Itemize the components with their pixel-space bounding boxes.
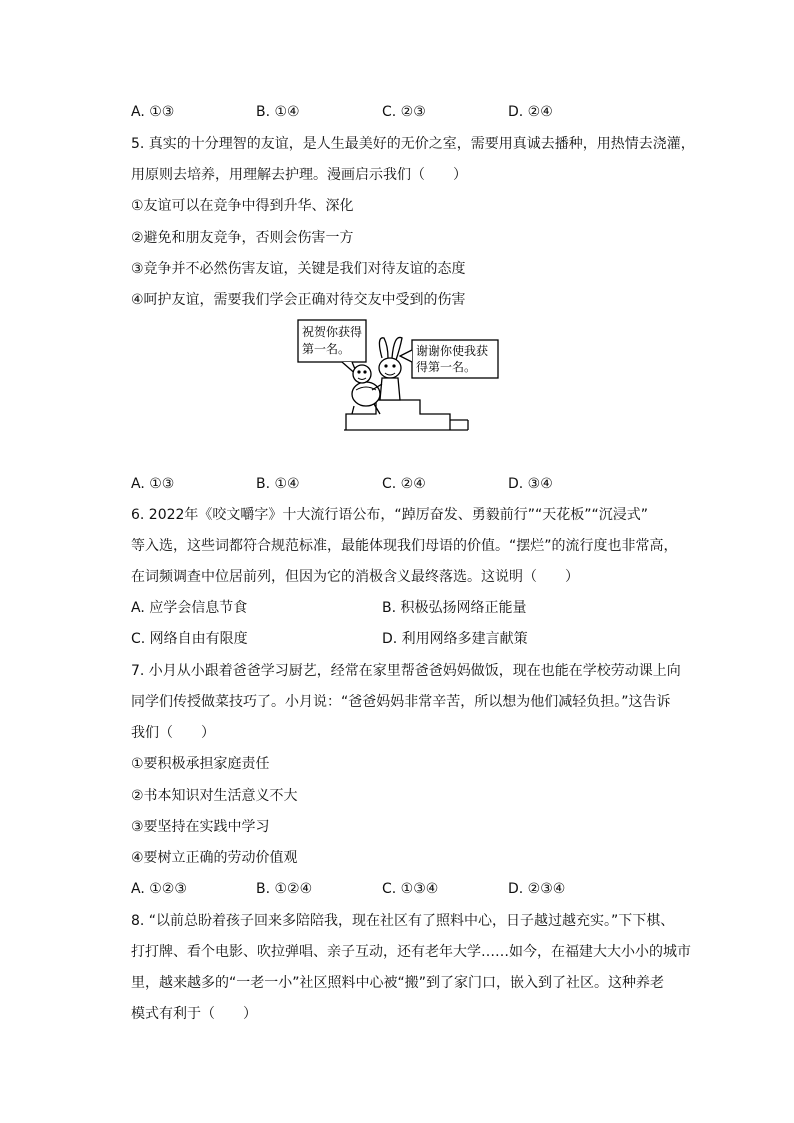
q5-option-c: C. ②④ [382, 476, 426, 492]
cartoon-bubble-left-line-2: 第一名。 [302, 342, 351, 356]
q7-option-a: A. ①②③ [131, 881, 187, 897]
q5-statement-2: ②避免和朋友竞争，否则会伤害一方 [131, 230, 354, 246]
cartoon-bubble-right-tail [400, 350, 412, 362]
q7-option-b: B. ①②④ [256, 881, 313, 897]
q7-statement-2: ②书本知识对生活意义不大 [131, 788, 298, 804]
q7-option-d: D. ②③④ [508, 881, 566, 897]
q5-stem-line-1: 5. 真实的十分理智的友谊，是人生最美好的无价之室，需要用真诚去播种，用热情去浇灌， [131, 136, 695, 152]
q8-stem-line-4: 模式有利于（ ） [131, 1006, 257, 1022]
q6-stem-line-2: 等入选，这些词都符合规范标准，最能体现我们母语的价值。“摆烂”的流行度也非常高， [131, 538, 678, 554]
q7-statement-4: ④要树立正确的劳动价值观 [131, 850, 298, 866]
q5-statement-1: ①友谊可以在竞争中得到升华、深化 [131, 198, 354, 214]
q6-option-a: A. 应学会信息节食 [131, 600, 248, 616]
q7-option-c: C. ①③④ [382, 881, 439, 897]
q5-statement-4: ④呵护友谊，需要我们学会正确对待交友中受到的伤害 [131, 292, 466, 308]
q4-option-c: C. ②③ [382, 104, 426, 120]
cartoon-turtle [352, 365, 380, 414]
q7-stem-line-1: 7. 小月从小跟着爸爸学习厨艺，经常在家里帮爸爸妈妈做饭，现在也能在学校劳动课上向 [131, 663, 681, 679]
q8-stem-line-1: 8. “以前总盼着孩子回来多陪陪我，现在社区有了照料中心，日子越过越充实。”下下棋、 [131, 913, 675, 929]
q6-option-c: C. 网络自由有限度 [131, 631, 248, 647]
q4-option-d: D. ②④ [508, 104, 553, 120]
q8-stem-line-3: 里，越来越多的“一老一小”社区照料中心被“搬”到了家门口，嵌入到了社区。这种养老 [131, 975, 665, 991]
q4-option-a: A. ①③ [131, 104, 175, 120]
q7-statement-3: ③要坚持在实践中学习 [131, 819, 270, 835]
cartoon-bubble-right-line-2: 得第一名。 [416, 360, 477, 374]
q5-option-a: A. ①③ [131, 476, 175, 492]
q6-stem-line-3: 在词频调查中位居前列，但因为它的消极含义最终落选。这说明（ ） [131, 569, 579, 585]
q5-option-b: B. ①④ [256, 476, 300, 492]
q5-cartoon [296, 318, 506, 436]
q7-stem-line-2: 同学们传授做菜技巧了。小月说：“爸爸妈妈非常辛苦，所以想为他们减轻负担。”这告诉 [131, 694, 671, 710]
cartoon-bubble-left-line-1: 祝贺你获得 [302, 325, 363, 339]
q4-option-b: B. ①④ [256, 104, 300, 120]
cartoon-bubble-right-line-1: 谢谢你使我获 [416, 344, 489, 358]
q5-stem-line-2: 用原则去培养，用理解去护理。漫画启示我们（ ） [131, 167, 467, 183]
q7-statement-1: ①要积极承担家庭责任 [131, 756, 270, 772]
q6-option-b: B. 积极弘扬网络正能量 [382, 600, 527, 616]
q5-option-d: D. ③④ [508, 476, 553, 492]
q8-stem-line-2: 打打牌、看个电影、吹拉弹唱、亲子互动，还有老年大学……如今，在福建大大小小的城市 [131, 944, 691, 960]
q6-option-d: D. 利用网络多建言献策 [382, 631, 528, 647]
q7-stem-line-3: 我们（ ） [131, 725, 215, 741]
q6-stem-line-1: 6. 2022年《咬文嚼字》十大流行语公布，“踔厉奋发、勇毅前行”“天花板”“沉浸式” [131, 507, 648, 523]
q5-statement-3: ③竞争并不必然伤害友谊，关键是我们对待友谊的态度 [131, 261, 466, 277]
